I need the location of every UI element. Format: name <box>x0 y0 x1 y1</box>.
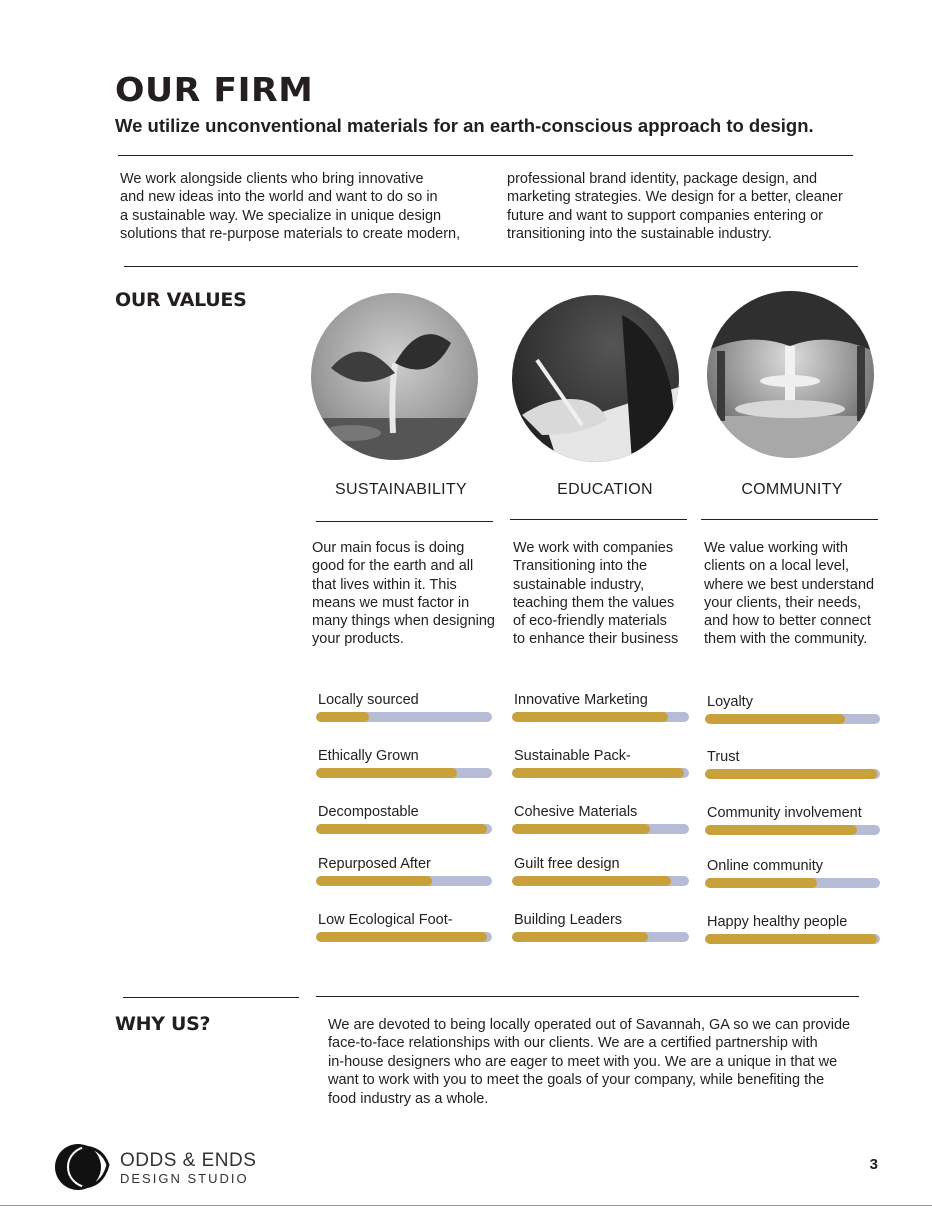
values-heading: OUR VALUES <box>115 289 247 311</box>
divider <box>701 519 878 520</box>
page-number: 3 <box>869 1156 878 1173</box>
skill-bar-fill <box>316 768 457 778</box>
divider <box>510 519 687 520</box>
divider <box>316 996 859 997</box>
skill-label: Ethically Grown <box>318 748 419 764</box>
page-title: OUR FIRM <box>115 70 314 109</box>
divider <box>123 997 299 998</box>
skill-bar <box>512 712 689 722</box>
value-title-sustainability: SUSTAINABILITY <box>335 481 467 498</box>
skill-label: Innovative Marketing <box>514 692 648 708</box>
skill-bar <box>512 876 689 886</box>
skill-bar-fill <box>512 876 671 886</box>
skill-label: Sustainable Pack- <box>514 748 631 764</box>
value-title-community: COMMUNITY <box>741 481 843 498</box>
skill-bar <box>316 768 492 778</box>
value-text-education: We work with companies Transitioning into the sustainable industry, teaching them the values of eco-friendly materials to enhance their business <box>513 540 679 648</box>
logo-line2: DESIGN STUDIO <box>120 1171 249 1186</box>
value-title-education: EDUCATION <box>557 481 653 498</box>
skill-bar-fill <box>316 824 487 834</box>
logo-line1: ODDS & ENDS <box>120 1150 257 1171</box>
skill-bar-fill <box>705 825 857 835</box>
value-text-community: We value working with clients on a local level, where we best understand your clients, their needs, and how to better connect them with the community. <box>704 540 875 648</box>
page-bottom-line <box>0 1205 932 1206</box>
intro-left-text: We work alongside clients who bring innovative and new ideas into the world and want to do so in a sustainable way. We specialize in unique design solutions that re-purpose materials to create modern, <box>120 171 461 243</box>
skill-bar-fill <box>316 932 487 942</box>
skill-label: Locally sourced <box>318 692 419 708</box>
skill-bar <box>316 876 492 886</box>
skill-bar-fill <box>705 934 877 944</box>
skill-label: Guilt free design <box>514 856 620 872</box>
skill-bar-fill <box>705 878 817 888</box>
skill-bar <box>705 878 880 888</box>
seedling-photo-icon <box>311 293 478 460</box>
divider <box>118 155 853 156</box>
intro-right-text: professional brand identity, package design, and marketing strategies. We design for a better, cleaner future and want to support companies entering or transitioning into the sustainable industry. <box>507 171 843 243</box>
skill-label: Decompostable <box>318 804 419 820</box>
skill-bar-fill <box>512 768 684 778</box>
skill-bar-fill <box>705 714 845 724</box>
skill-label: Trust <box>707 749 740 765</box>
skill-bar <box>705 825 880 835</box>
skill-bar <box>705 714 880 724</box>
skill-bar <box>316 932 492 942</box>
skill-bar-fill <box>512 712 668 722</box>
skill-bar-fill <box>705 769 877 779</box>
skill-bar-fill <box>316 712 369 722</box>
skill-label: Cohesive Materials <box>514 804 638 820</box>
skill-bar <box>316 824 492 834</box>
skill-bar <box>512 824 689 834</box>
writing-hand-photo-icon <box>512 295 679 462</box>
divider <box>316 521 493 522</box>
skill-bar-fill <box>512 932 648 942</box>
skill-bar <box>705 769 880 779</box>
why-heading: WHY US? <box>115 1013 211 1035</box>
skill-label: Low Ecological Foot- <box>318 912 453 928</box>
skill-label: Repurposed After <box>318 856 431 872</box>
skill-bar <box>512 768 689 778</box>
page-subtitle: We utilize unconventional materials for an earth-conscious approach to design. <box>115 115 814 136</box>
divider <box>124 266 858 267</box>
skill-label: Loyalty <box>707 694 753 710</box>
skill-label: Happy healthy people <box>707 914 848 930</box>
skill-label: Online community <box>707 858 824 874</box>
skill-bar <box>316 712 492 722</box>
skill-bar-fill <box>512 824 650 834</box>
why-text: We are devoted to being locally operated out of Savannah, GA so we can provide face-to-face relationships with our clients. We are a certified partnership with in-house designers who are eager to meet with you. We are a unique in that we want to work with you to meet the goals of your company, while benefiting the food industry as a whole. <box>328 1017 851 1107</box>
fountain-photo-icon <box>707 291 874 458</box>
skill-bar <box>512 932 689 942</box>
skill-bar <box>705 934 880 944</box>
value-text-sustainability: Our main focus is doing good for the earth and all that lives within it. This means we must factor in many things when designing your products. <box>312 540 495 648</box>
skill-label: Community involvement <box>707 805 862 821</box>
skill-label: Building Leaders <box>514 912 623 928</box>
studio-logo-icon <box>52 1143 112 1191</box>
skill-bar-fill <box>316 876 432 886</box>
